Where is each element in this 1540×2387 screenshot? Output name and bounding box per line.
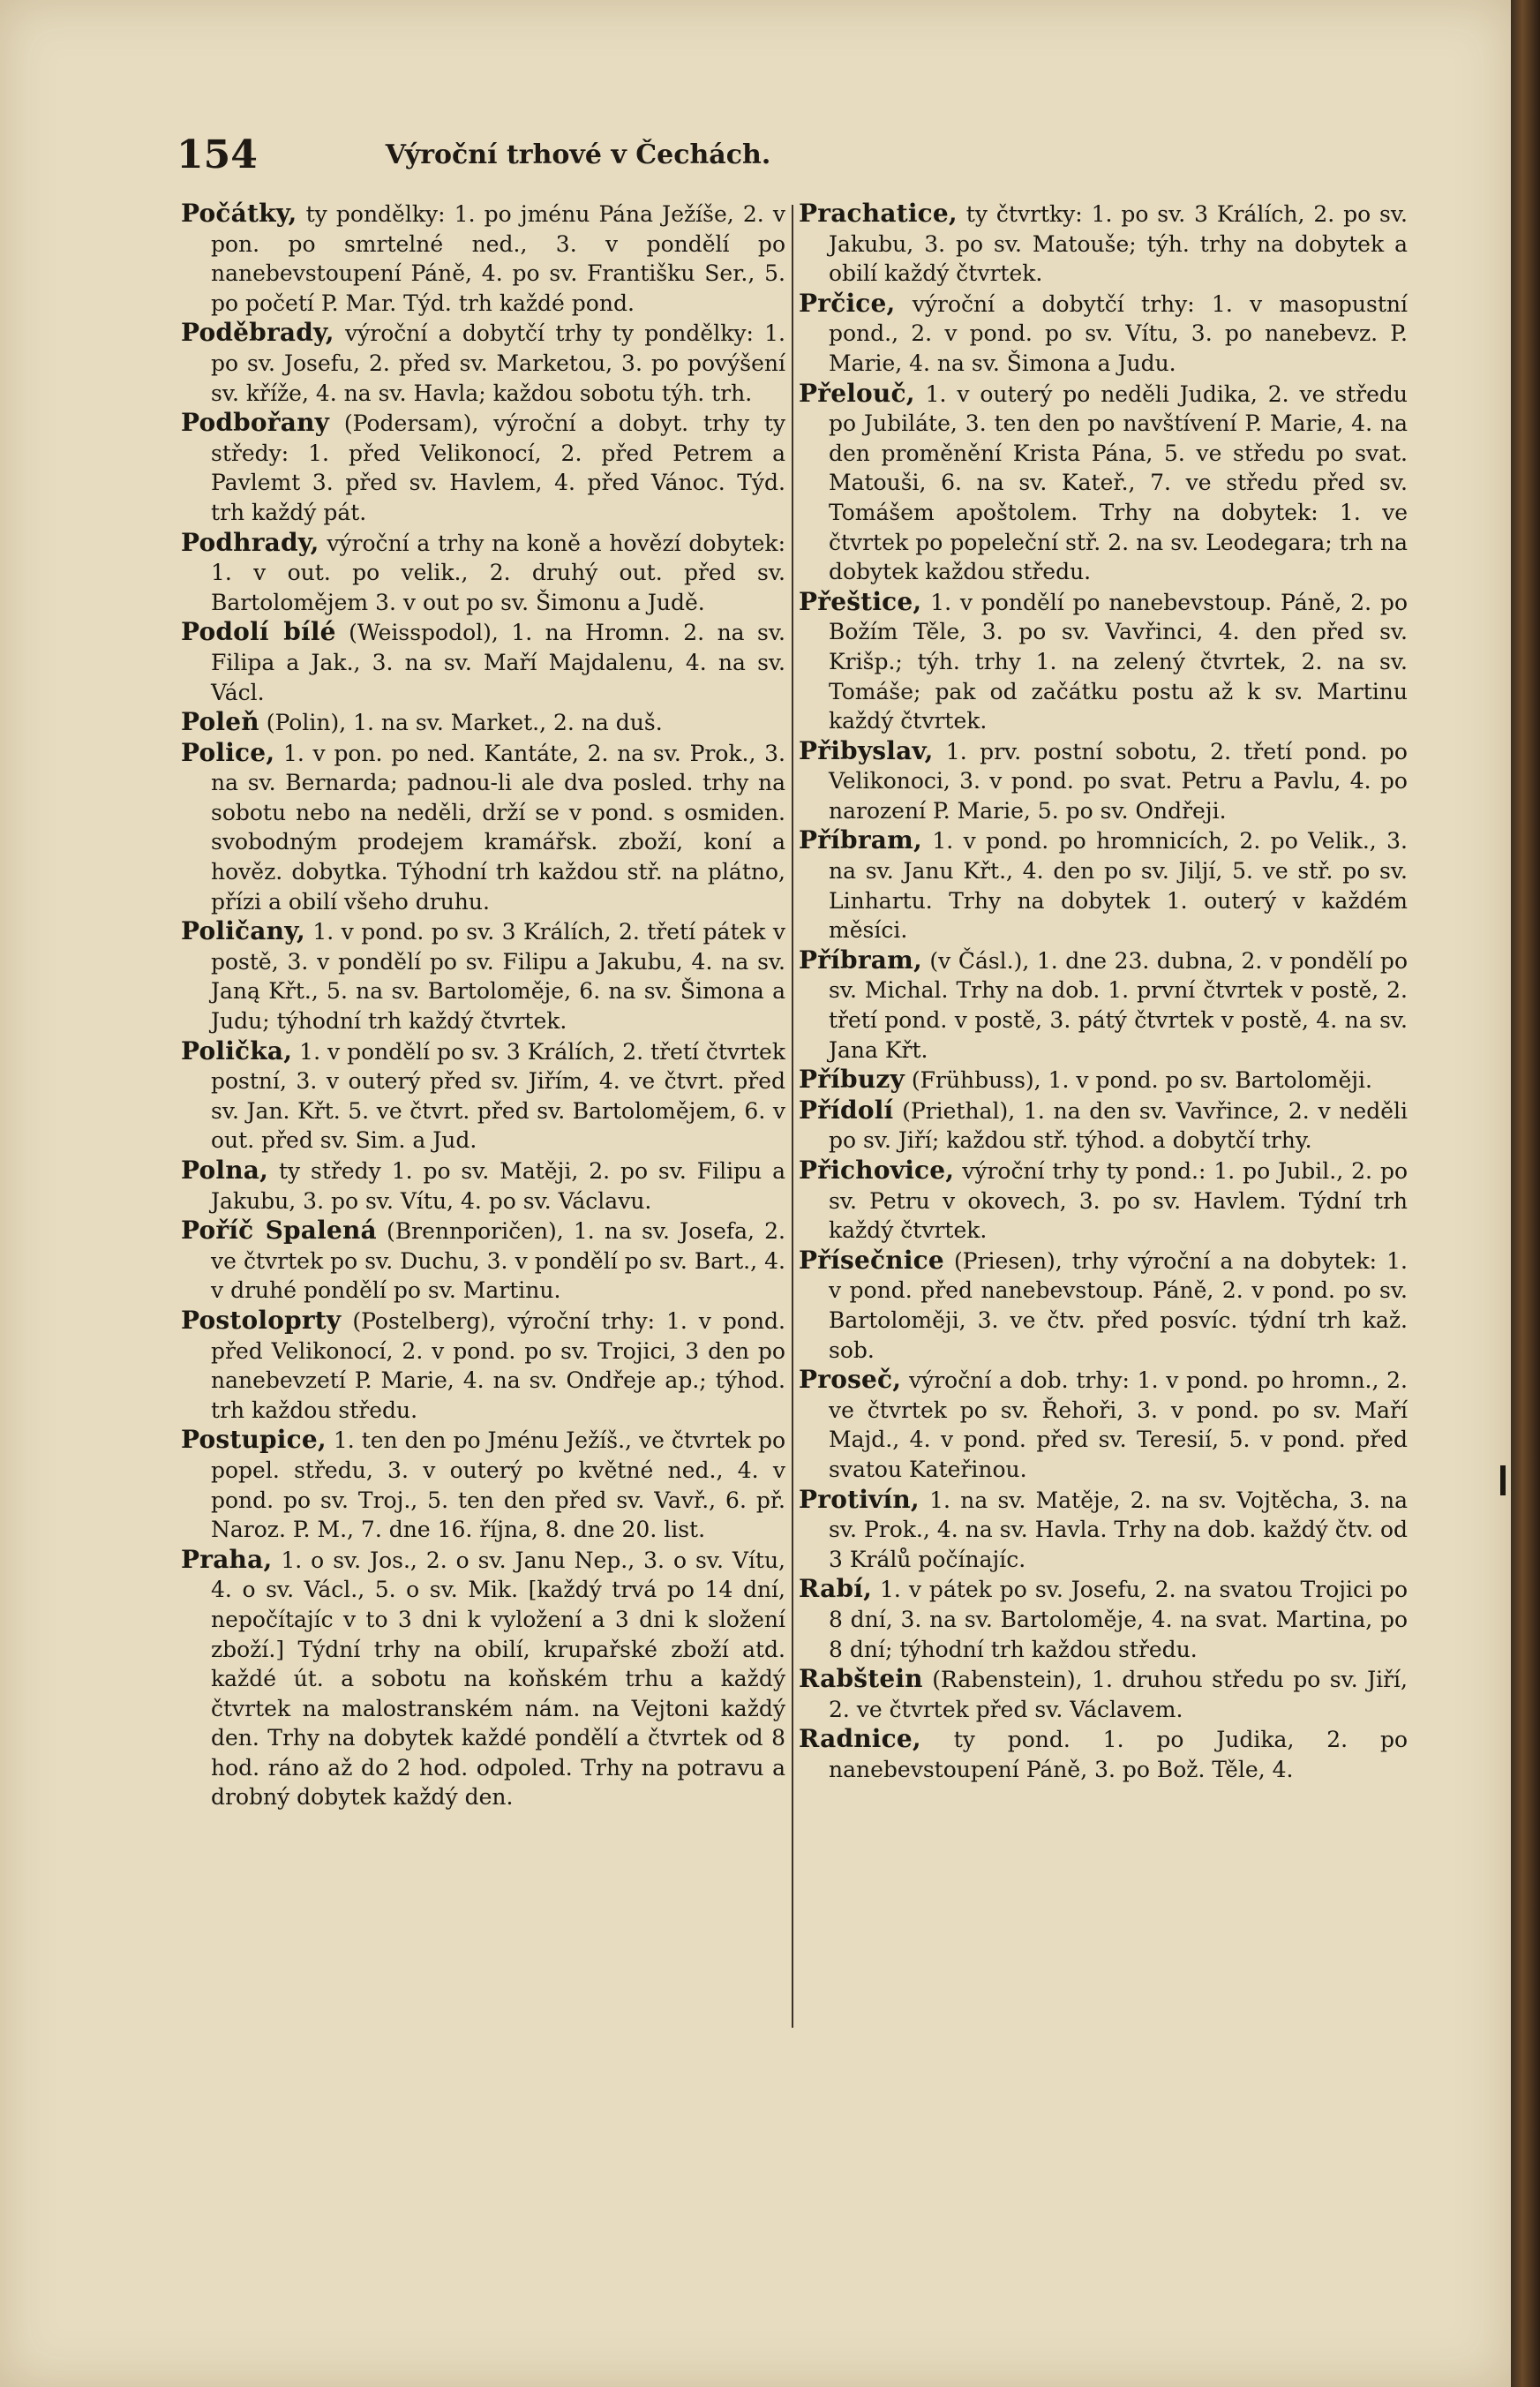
entry xyxy=(799,1574,1408,1664)
entry-text: výroční trhy ty pond.: 1. po Jubil., 2. po sv. Petru v okovech, 3. po sv. Havlem. Týdní trh každý čtvrtek. xyxy=(829,1158,1408,1244)
entry xyxy=(799,1724,1408,1784)
entry-heading: Poličany, xyxy=(181,916,305,946)
entry-text: 1. ten den po Jménu Ježíš., ve čtvrtek po popel. středu, 3. v outerý po květné ned., 4. v pond. po sv. Troj., 5. ten den před sv. Vavř., 6. př. Naroz. P. M., 7. dne 16. října, 8. dne 20. list. xyxy=(211,1427,785,1543)
entry xyxy=(799,587,1408,736)
entry-text: 1. v pond. po hromnicích, 2. po Velik., 3. na sv. Janu Křt., 4. den po sv. Jiljí, 5. ve stř. po sv. Linhartu. Trhy na dobytek 1. outerý v každém měsíci. xyxy=(829,828,1408,944)
entry-text: (Podersam), výroční a dobyt. trhy ty středy: 1. před Velikonocí, 2. před Petrem a Pavlemt 3. před sv. Havlem, 4. před Vánoc. Týd. trh každý pát. xyxy=(211,410,785,525)
entry-text: výroční a dobytčí trhy ty pondělky: 1. po sv. Josefu, 2. před sv. Marketou, 3. po povýšení sv. kříže, 4. na sv. Havla; každou sobotu týh. trh. xyxy=(211,320,785,406)
entry-heading: Police, xyxy=(181,737,275,767)
entry xyxy=(799,289,1408,379)
entry-text: 1. v pondělí po nanebevstoup. Páně, 2. po Božím Těle, 3. po sv. Vavřinci, 4. den před sv. Krišp.; týh. trhy 1. na zelený čtvrtek, 2. na sv. Tomáše; pak od začátku postu až k sv. Martinu každý čtvrtek. xyxy=(829,589,1408,734)
entry-text: ty pondělky: 1. po jménu Pána Ježíše, 2. v pon. po smrtelné ned., 3. v pondělí po nanebevstoupení Páně, 4. po sv. Františku Ser., 5. po početí P. Mar. Týd. trh každé pond. xyxy=(211,201,785,316)
entry xyxy=(799,1156,1408,1246)
page-header xyxy=(177,132,980,185)
entry-heading: Příbram, xyxy=(799,945,922,975)
entry-text: (Frühbuss), 1. v pond. po sv. Bartoloměji. xyxy=(911,1067,1372,1094)
entry xyxy=(799,199,1408,289)
entry xyxy=(181,1545,785,1812)
entry-text: (Priethal), 1. na den sv. Vavřince, 2. v neděli po sv. Jiří; každou stř. týhod. a dobytčí trhy. xyxy=(829,1097,1408,1154)
entry xyxy=(181,1306,785,1425)
entry-heading: Podolí bílé xyxy=(181,617,336,647)
margin-mark xyxy=(1500,1465,1506,1495)
entry xyxy=(799,945,1408,1065)
entry-text: (Brennporičen), 1. na sv. Josefa, 2. ve čtvrtek po sv. Duchu, 3. v pondělí po sv. Bart., 4. v druhé pondělí po sv. Martinu. xyxy=(211,1218,785,1304)
entry-heading: Rabí, xyxy=(799,1574,873,1604)
entry-heading: Prachatice, xyxy=(799,199,958,228)
entry xyxy=(799,1664,1408,1724)
entry-text: ty čtvrtky: 1. po sv. 3 Králích, 2. po sv. Jakubu, 3. po sv. Matouše; týh. trhy na dobytek a obilí každý čtvrtek. xyxy=(829,201,1408,287)
entry-text: ty pond. 1. po Judika, 2. po nanebevstoupení Páně, 3. po Bož. Těle, 4. xyxy=(829,1727,1408,1782)
entry xyxy=(181,1425,785,1544)
entry-text: 1. v outerý po neděli Judika, 2. ve středu po Jubiláte, 3. ten den po navštívení P. Marie, 4. na den proměnění Krista Pána, 5. ve středu po svat. Matouši, 6. na sv. Kateř., 7. ve středu před sv. Tomášem apoštolem. Trhy na dobytek: 1. ve čtvrtek po popeleční stř. 2. na sv. Leodegara; trh na dobytek každou středu. xyxy=(829,380,1408,585)
entry xyxy=(181,1216,785,1306)
left-column xyxy=(181,199,785,2335)
entry xyxy=(181,528,785,618)
entry-text: 1. v pon. po ned. Kantáte, 2. na sv. Prok., 3. na sv. Bernarda; padnou-li ale dva posled. trhy na sobotu nebo na neděli, drží se v pond. s osmiden. svobodným prodejem kramářsk. zboží, koní a hověz. dobytka. Týhodní trh každou stř. na plátno, přízi a obilí všeho druhu. xyxy=(211,740,785,915)
entry-heading: Počátky, xyxy=(181,199,297,228)
entry-text: 1. v pond. po sv. 3 Králích, 2. třetí pátek v postě, 3. v pondělí po sv. Filipu a Jakubu, 4. na sv. Janą Křt., 5. na sv. Bartoloměje, 6. na sv. Šimona a Judu; týhodní trh každý čtvrtek. xyxy=(211,919,785,1035)
entry xyxy=(181,199,785,318)
entry xyxy=(181,916,785,1035)
entry-heading: Radnice, xyxy=(799,1724,921,1754)
column-divider xyxy=(792,205,793,2028)
entry-heading: Poleň xyxy=(181,707,259,737)
entry-heading: Přelouč, xyxy=(799,378,915,408)
entry-heading: Podhrady, xyxy=(181,527,319,557)
entry-text: (Postelberg), výroční trhy: 1. v pond. před Velikonocí, 2. v pond. po sv. Trojici, 3 den po nanebevzetí P. Marie, 4. na sv. Ondřeje ap.; týhod. trh každou středu. xyxy=(211,1307,785,1423)
entry-heading: Přeštice, xyxy=(799,586,922,616)
entry xyxy=(181,408,785,527)
entry-heading: Praha, xyxy=(181,1544,273,1574)
right-column xyxy=(799,199,1408,2335)
entry xyxy=(181,1036,785,1156)
entry-text: výroční a trhy na koně a hovězí dobytek: 1. v out. po velik., 2. druhý out. před sv. Bartolomějem 3. v out po sv. Šimonu a Judě. xyxy=(211,530,785,615)
entry-text: 1. na sv. Matěje, 2. na sv. Vojtěcha, 3. na sv. Prok., 4. na sv. Havla. Trhy na dob. každý čtv. od 3 Králů počínajíc. xyxy=(829,1487,1408,1572)
running-title: Výroční trhové v Čechách. xyxy=(385,139,771,170)
entry-heading: Proseč, xyxy=(799,1365,902,1395)
book-binding xyxy=(1511,0,1540,2387)
entry-heading: Přísečnice xyxy=(799,1245,944,1275)
entry-heading: Polička, xyxy=(181,1035,293,1065)
entry xyxy=(799,825,1408,945)
entry-text: výroční a dob. trhy: 1. v pond. po hromn., 2. ve čtvrtek po sv. Řehoři, 3. v pond. po sv. Maří Majd., 4. v pond. před sv. Teresií, 5. v pond. před svatou Kateřinou. xyxy=(829,1367,1408,1482)
entry-text: výroční a dobytčí trhy: 1. v masopustní pond., 2. v pond. po sv. Vítu, 3. po nanebevz. P. Marie, 4. na sv. Šimona a Judu. xyxy=(829,290,1408,376)
entry-text: (Rabenstein), 1. druhou středu po sv. Jiří, 2. ve čtvrtek před sv. Václavem. xyxy=(829,1667,1408,1722)
page-number: 154 xyxy=(177,132,258,177)
entry-text: 1. prv. postní sobotu, 2. třetí pond. po Velikonoci, 3. v pond. po svat. Petru a Pavlu, 4. po narození P. Marie, 5. po sv. Ondřeji. xyxy=(829,738,1408,824)
entry xyxy=(799,1096,1408,1156)
entry-heading: Podbořany xyxy=(181,408,330,438)
entry-heading: Poděbrady, xyxy=(181,318,334,348)
entry-heading: Příbuzy xyxy=(799,1065,905,1095)
entry xyxy=(799,1485,1408,1575)
entry-heading: Příbram, xyxy=(799,825,922,855)
entry xyxy=(799,1365,1408,1484)
entry-heading: Rabštein xyxy=(799,1664,923,1694)
entry xyxy=(799,1246,1408,1365)
entry-text: (Weisspodol), 1. na Hromn. 2. na sv. Filipa a Jak., 3. na sv. Maří Majdalenu, 4. na sv. Václ. xyxy=(211,620,785,705)
entry-text: ty středy 1. po sv. Matěji, 2. po sv. Filipu a Jakubu, 3. po sv. Vítu, 4. po sv. Václavu. xyxy=(211,1158,785,1214)
entry xyxy=(799,379,1408,587)
entry xyxy=(799,1065,1408,1096)
entry-heading: Přichovice, xyxy=(799,1156,955,1185)
entry-heading: Poříč Spalená xyxy=(181,1216,377,1246)
entry xyxy=(181,707,785,738)
entry-text: 1. v pondělí po sv. 3 Králích, 2. třetí čtvrtek postní, 3. v outerý před sv. Jiřím, 4. ve čtvrt. před sv. Jan. Křt. 5. ve čtvrt. před sv. Bartolomějem, 6. v out. před sv. Sim. a Jud. xyxy=(211,1038,785,1154)
entry xyxy=(181,617,785,707)
entry-heading: Polna, xyxy=(181,1156,269,1185)
entry xyxy=(181,318,785,408)
entry xyxy=(799,736,1408,826)
entry-heading: Postoloprty xyxy=(181,1305,342,1335)
entry-heading: Protivín, xyxy=(799,1484,920,1514)
entry-text: 1. o sv. Jos., 2. o sv. Janu Nep., 3. o sv. Vítu, 4. o sv. Václ., 5. o sv. Mik. [každý trvá po 14 dní, nepočítajíc v to 3 dni k vyložení a 3 dni k složení zboží.] Týdní trhy na obilí, krupařské zboží atd. každé út. a sobotu na koňském trhu a každý čtvrtek na malostranském nám. na Vejtoni každý den. Trhy na dobytek každé pondělí a čtvrtek od 8 hod. ráno až do 2 hod. odpoled. Trhy na potravu a drobný dobytek každý den. xyxy=(211,1547,785,1811)
entry xyxy=(181,738,785,917)
entry-heading: Přibyslav, xyxy=(799,735,934,765)
entry-text: 1. v pátek po sv. Josefu, 2. na svatou Trojici po 8 dní, 3. na sv. Bartoloměje, 4. na svat. Martina, po 8 dní; týhodní trh každou středu. xyxy=(829,1577,1408,1662)
entry-heading: Přídolí xyxy=(799,1095,894,1125)
entry xyxy=(181,1156,785,1216)
entry-heading: Prčice, xyxy=(799,288,896,318)
entry-text: (Polin), 1. na sv. Market., 2. na duš. xyxy=(266,710,663,736)
entry-text: (Priesen), trhy výroční a na dobytek: 1. v pond. před nanebevstoup. Páně, 2. v pond. po sv. Bartoloměji, 3. ve čtv. před posvíc. týdní trh kaž. sob. xyxy=(829,1247,1408,1363)
entry-heading: Postupice, xyxy=(181,1425,327,1455)
entry-text: (v Čásl.), 1. dne 23. dubna, 2. v pondělí po sv. Michal. Trhy na dob. 1. první čtvrtek v postě, 2. třetí pond. v postě, 3. pátý čtvrtek v postě, 4. na sv. Jana Křt. xyxy=(829,947,1408,1063)
